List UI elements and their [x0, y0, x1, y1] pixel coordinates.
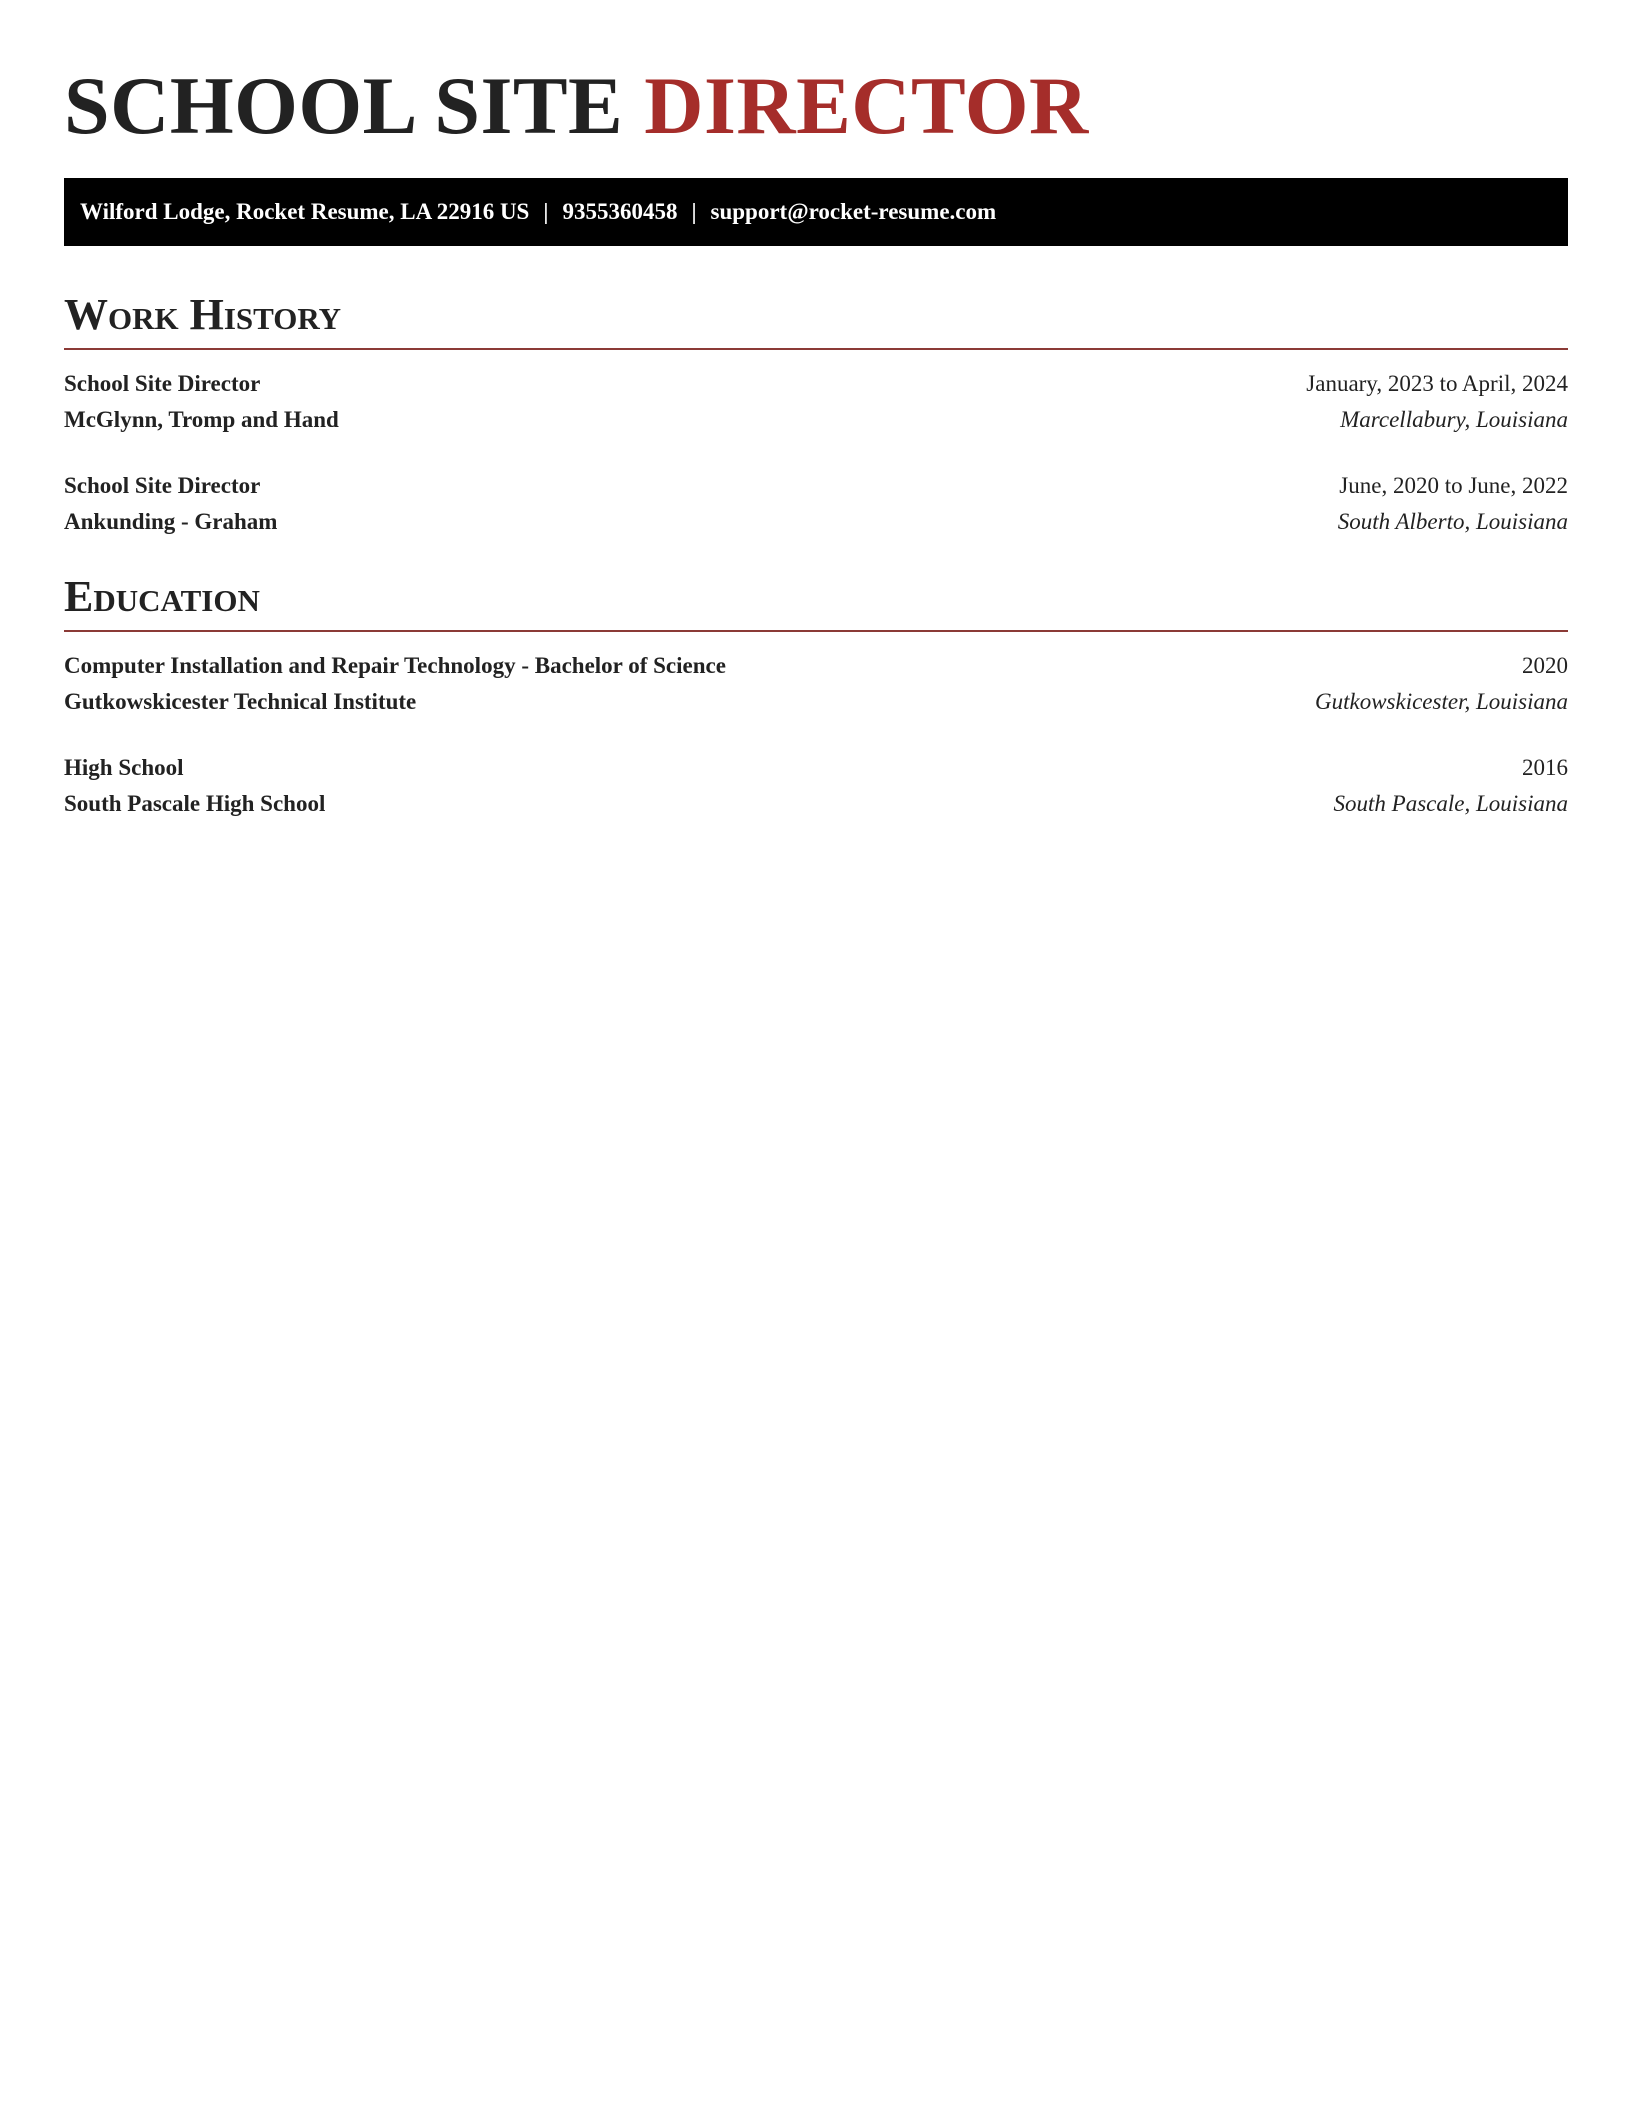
education-heading: Education [64, 572, 260, 621]
contact-email[interactable]: support@rocket-resume.com [710, 199, 997, 224]
job-title: School Site Director [64, 371, 261, 396]
contact-address: Wilford Lodge, Rocket Resume, LA 22916 US [80, 199, 530, 224]
education-degree: Computer Installation and Repair Technology - Bachelor of Science [64, 653, 726, 678]
education-year: 2016 [1522, 755, 1568, 780]
education-location: South Pascale, Louisiana [1333, 791, 1568, 816]
job-dates: January, 2023 to April, 2024 [1306, 371, 1568, 396]
contact-bar [64, 178, 1568, 246]
section-divider [64, 630, 1568, 632]
resume-title [64, 58, 1568, 154]
title-accent-part: DIRECTOR [644, 60, 1089, 151]
job-location: South Alberto, Louisiana [1337, 509, 1568, 534]
title-first-part: SCHOOL SITE [64, 60, 624, 151]
contact-phone[interactable]: 9355360458 [562, 199, 678, 224]
education-entry [64, 750, 1568, 822]
education-year: 2020 [1522, 653, 1568, 678]
work-entry [64, 366, 1568, 438]
job-location: Marcellabury, Louisiana [1340, 407, 1568, 432]
education-location: Gutkowskicester, Louisiana [1315, 689, 1568, 714]
job-dates: June, 2020 to June, 2022 [1339, 473, 1568, 498]
work-history-heading: Work History [64, 290, 342, 339]
education-school: Gutkowskicester Technical Institute [64, 689, 417, 714]
education-degree: High School [64, 755, 184, 780]
resume-page [64, 0, 1568, 822]
education-entry [64, 648, 1568, 720]
work-entry [64, 468, 1568, 540]
job-company: McGlynn, Tromp and Hand [64, 407, 339, 432]
education-school: South Pascale High School [64, 791, 326, 816]
section-divider [64, 348, 1568, 350]
contact-separator: | [691, 199, 697, 224]
contact-separator: | [543, 199, 549, 224]
job-company: Ankunding - Graham [64, 509, 278, 534]
job-title: School Site Director [64, 473, 261, 498]
